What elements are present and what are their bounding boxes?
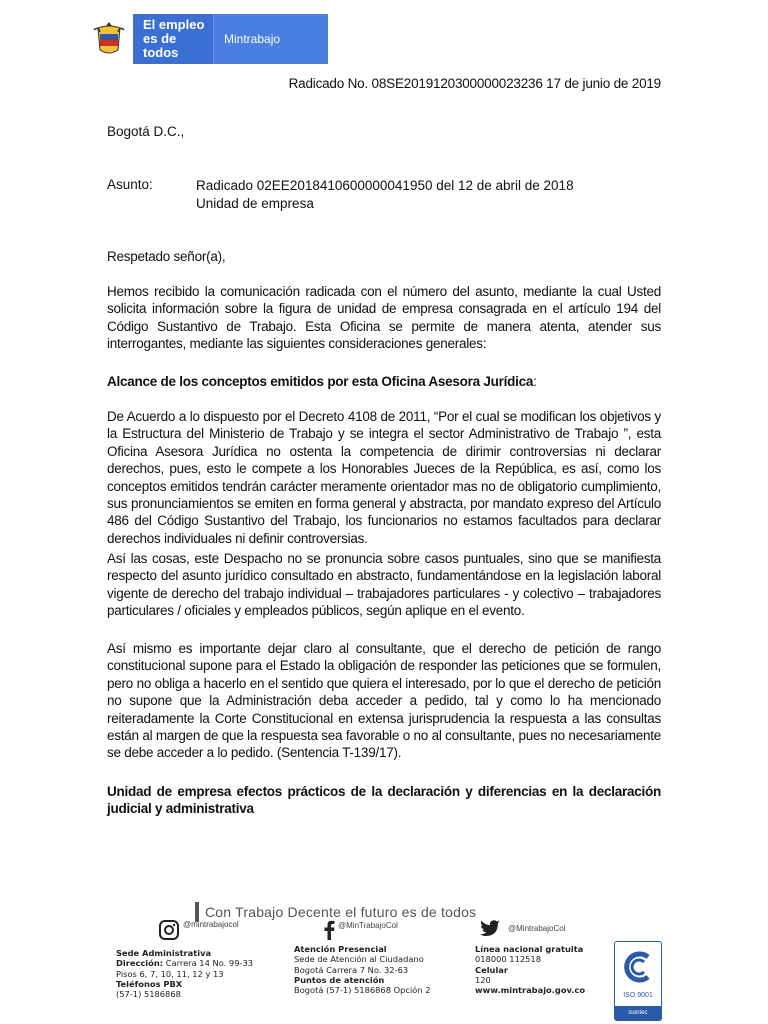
- logo-line-1: El empleo: [143, 17, 205, 32]
- logo-ministry: Mintrabajo: [213, 14, 328, 64]
- phones-value: (57-1) 5186868: [116, 989, 181, 1000]
- city-line: Bogotá D.C.,: [107, 124, 185, 139]
- puntos-value: Bogotá (57-1) 5186868 Opción 2: [294, 985, 431, 996]
- phones-label: Teléfonos PBX: [116, 978, 183, 989]
- mintrabajo-logo: [85, 14, 328, 64]
- paragraph-intro: Hemos recibido la comunicación radicada con el número del asunto, mediante la cual Usted solicita información sobre la figura de unidad de empresa consagrada en el artículo 194 del Código Sustantivo de Trabajo. Esta Oficina se permite de manera atenta, atender sus interrogantes, mediante las siguientes consideraciones generales:: [107, 284, 661, 352]
- icontec-iso-badge: [614, 941, 662, 1021]
- instagram-link[interactable]: [158, 919, 239, 941]
- facebook-handle: @MinTrabajoCol: [338, 920, 398, 930]
- direccion-label: Dirección:: [116, 958, 164, 969]
- iso-label: ISO 9001: [623, 992, 653, 999]
- sede-title: Sede Administrativa: [116, 948, 212, 958]
- asunto-line-1: Radicado 02EE2018410600000041950 del 12 de abril de 2018: [196, 178, 574, 193]
- twitter-handle: @MintrabajoCol: [508, 923, 566, 933]
- celular-label: Celular: [475, 964, 509, 975]
- linea-title: Línea nacional gratuita: [475, 944, 584, 954]
- colombia-coat-of-arms-icon: [85, 14, 133, 64]
- icontec-brand: icontec: [615, 1006, 661, 1020]
- paragraph-decreto: De Acuerdo a lo dispuesto por el Decreto 4108 de 2011, “Por el cual se modifican los objetivos y la Estructura del Ministerio de Trabajo y se integra el sector Administrativo de Trabajo ”, esta Oficina Asesora Jurídica no ostenta la competencia de dirimir controversias ni declarar derechos, pues, esto le compete a los Honorables Jueces de la República, es así, como los conceptos emitidos tendrán carácter meramente orientador mas no de obligatorio cumplimiento, sus pronunciamientos se emiten en forma general y abstracta, por mandato expreso del Artículo 486 del Código Sustantivo del Trabajo, los funcionarios no estamos facultados para declarar derechos individuales ni definir controversias.: [107, 409, 661, 546]
- puntos-label: Puntos de atención: [294, 974, 385, 985]
- instagram-icon: [158, 919, 180, 941]
- direccion-value: Carrera 14 No. 99-33: [163, 958, 254, 969]
- radicado-number: Radicado No. 08SE2019120300000023236 17 de junio de 2019: [288, 76, 661, 91]
- heading-alcance: [107, 373, 661, 390]
- asunto-line-2: Unidad de empresa: [196, 196, 314, 211]
- linea-number: 018000 112518: [475, 954, 541, 965]
- floors: Pisos 6, 7, 10, 11, 12 y 13: [116, 968, 224, 979]
- paragraph-derecho-peticion: Así mismo es importante dejar claro al consultante, que el derecho de petición de rango constitucional supone para el Estado la obligación de responder las peticiones que se formulen, pero no obliga a hacerlo en el sentido que quiera el interesado, por lo que el derecho de petición no supone que la Administración deba acceder a pedido, tal y como lo ha mencionado reiteradamente la Corte Constitucional en extensa jurisprudencia la respuesta a las consultas están al margen de que la respuesta sea favorable o no al consultante, pues no necesariamente se debe acceder a lo pedido. (Sentencia T-139/17).: [107, 641, 661, 761]
- salutation: Respetado señor(a),: [107, 249, 226, 264]
- slogan-text: Con Trabajo Decente el futuro es de todos: [205, 904, 477, 920]
- logo-slogan: [133, 14, 213, 64]
- atencion-line-2: Bogotá Carrera 7 No. 32-63: [294, 964, 409, 975]
- heading-alcance-text: Alcance de los conceptos emitidos por esta Oficina Asesora Jurídica: [107, 374, 534, 389]
- twitter-link[interactable]: [480, 920, 565, 936]
- heading-alcance-colon: :: [533, 374, 537, 389]
- paragraph-despacho: Así las cosas, este Despacho no se pronuncia sobre casos puntuales, sino que se manifiesta respecto del asunto jurídico consultado en abstracto, fundamentándose en la legislación laboral vigente de derecho del trabajo individual – trabajadores particulares - y colectivo – trabajadores particulares / oficiales y empleados públicos, según aplique en el evento.: [107, 551, 661, 619]
- asunto-label: Asunto:: [107, 177, 153, 192]
- asunto-value: [196, 177, 574, 213]
- atencion-line-1: Sede de Atención al Ciudadano: [294, 954, 424, 965]
- facebook-icon: [323, 920, 335, 940]
- celular-value: 120: [475, 974, 491, 985]
- icontec-logo-icon: [615, 942, 661, 992]
- footer-atencion-presencial: [294, 944, 431, 995]
- logo-line-2: es de todos: [143, 31, 179, 60]
- footer-sede-administrativa: [116, 948, 253, 999]
- footer-linea-nacional: [475, 944, 585, 995]
- atencion-title: Atención Presencial: [294, 944, 387, 954]
- website-link[interactable]: www.mintrabajo.gov.co: [475, 985, 586, 996]
- twitter-icon: [480, 920, 500, 936]
- facebook-link[interactable]: [323, 920, 398, 940]
- heading-unidad-empresa: Unidad de empresa efectos prácticos de la declaración y diferencias en la declaración judicial y administrativa: [107, 784, 661, 817]
- instagram-handle: @mintrabajocol: [183, 919, 239, 929]
